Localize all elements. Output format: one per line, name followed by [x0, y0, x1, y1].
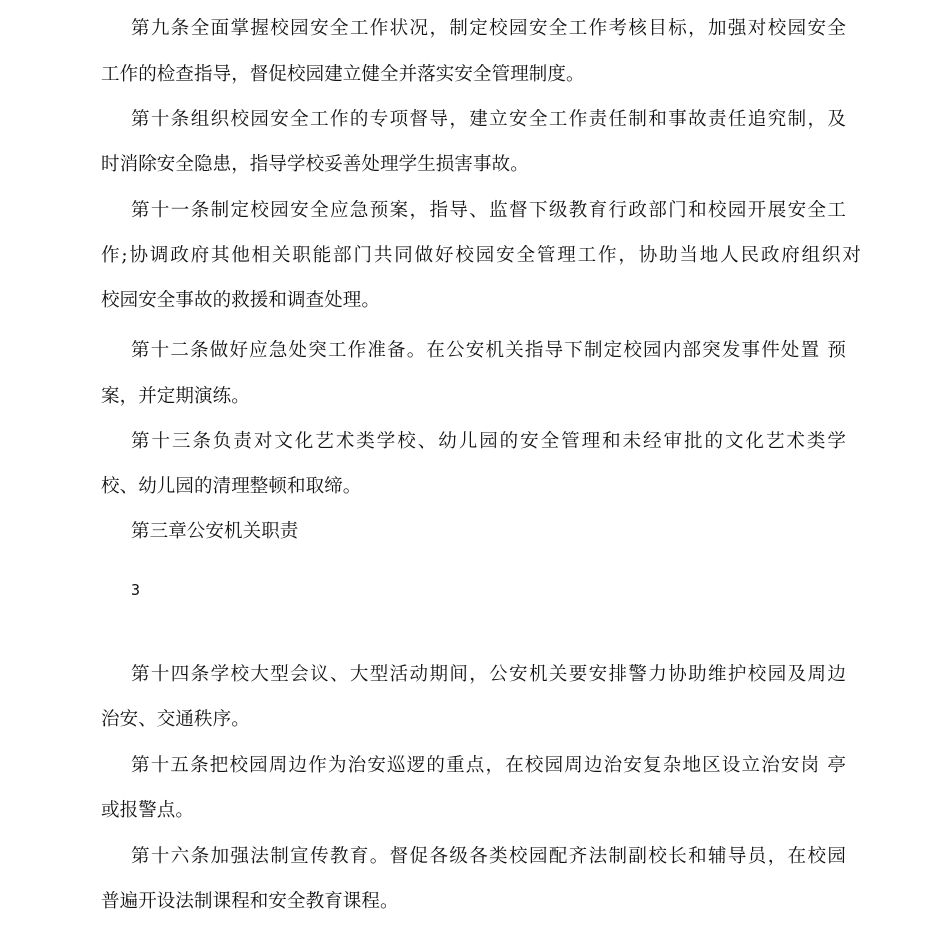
article-10-line-1: 第十条组织校园安全工作的专项督导，建立安全工作责任制和事故责任追究制，及 — [131, 109, 846, 130]
article-14-line-2: 治安、交通秩序。 — [101, 709, 250, 730]
chapter-heading: 第三章公安机关职责 — [131, 521, 299, 542]
article-11-line-3: 校园安全事故的救援和调查处理。 — [101, 290, 381, 311]
article-13-line-1: 第十三条负责对文化艺术类学校、幼儿园的安全管理和未经审批的文化艺术类学 — [131, 431, 846, 452]
page-number: 3 — [131, 581, 141, 599]
article-15-line-1: 第十五条把校园周边作为治安巡逻的重点，在校园周边治安复杂地区设立治安岗 亭 — [131, 755, 846, 776]
article-10-line-2: 时消除安全隐患，指导学校妥善处理学生损害事故。 — [101, 154, 529, 175]
article-11-line-1: 第十一条制定校园安全应急预案，指导、监督下级教育行政部门和校园开展安全工 — [131, 200, 846, 221]
article-9-line-1: 第九条全面掌握校园安全工作状况，制定校园安全工作考核目标，加强对校园安全 — [131, 18, 846, 39]
article-9-line-2: 工作的检查指导，督促校园建立健全并落实安全管理制度。 — [101, 64, 585, 85]
article-15-line-2: 或报警点。 — [101, 800, 195, 821]
article-12-line-1: 第十二条做好应急处突工作准备。在公安机关指导下制定校园内部突发事件处置 预 — [131, 340, 846, 361]
article-11-line-2: 作;协调政府其他相关职能部门共同做好校园安全管理工作，协助当地人民政府组织对 — [101, 245, 861, 266]
article-16-line-1: 第十六条加强法制宣传教育。督促各级各类校园配齐法制副校长和辅导员，在校园 — [131, 846, 846, 867]
article-14-line-1: 第十四条学校大型会议、大型活动期间，公安机关要安排警力协助维护校园及周边 — [131, 664, 846, 685]
article-12-line-2: 案，并定期演练。 — [101, 386, 250, 407]
article-16-line-2: 普遍开设法制课程和安全教育课程。 — [101, 891, 399, 912]
article-13-line-2: 校、幼儿园的清理整顿和取缔。 — [101, 476, 362, 497]
